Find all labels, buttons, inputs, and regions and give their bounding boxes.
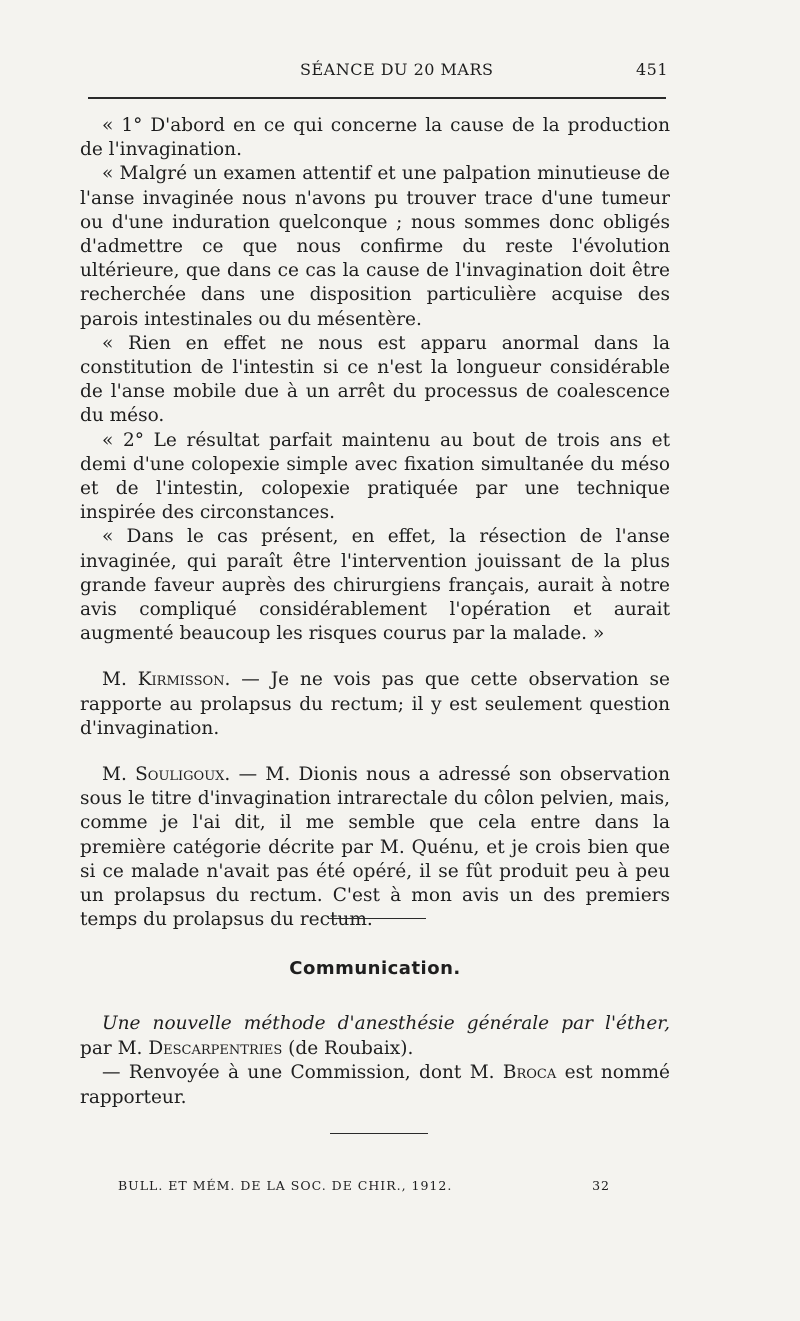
communication-block: [80, 1012, 670, 1110]
referral-prefix: — Renvoyée à une Commission, dont M.: [102, 1062, 503, 1083]
kirmisson-remark: [80, 668, 670, 741]
communication-referral: [80, 1061, 670, 1110]
sheet-number: 32: [592, 1178, 610, 1193]
section-heading: Communication.: [289, 958, 461, 979]
kirmisson-text: — Je ne vois pas que cette observation se rapporte au prolapsus du rectum; il y est seulement question d'invagination.: [80, 669, 670, 739]
communication-author-place: (de Roubaix).: [282, 1037, 414, 1059]
souligoux-remark: [80, 763, 670, 932]
end-rule: [330, 1133, 428, 1134]
speaker-souligoux: M. Souligoux.: [102, 764, 231, 786]
header-rule: [88, 97, 666, 99]
referral-suffix: est nommé rapporteur.: [80, 1062, 670, 1108]
main-text: [80, 114, 670, 933]
paragraph-5: « Dans le cas présent, en effet, la résection de l'anse invaginée, qui paraît être l'intervention jouissant de la plus grande faveur auprès des chirurgiens français, aurait à notre avis compliqué considérablement l'opération et aurait augmenté beaucoup les risques courus par la malade. »: [80, 526, 670, 645]
speaker-kirmisson: M. Kirmisson.: [102, 669, 231, 691]
paragraph-3: « Rien en effet ne nous est apparu anormal dans la constitution de l'intestin si ce n'est la longueur considérable de l'anse mobile due à un arrêt du processus de coalescence du méso.: [80, 332, 670, 427]
rapporteur-name: Broca: [502, 1062, 557, 1083]
communication-author: Descarpentries: [148, 1037, 283, 1059]
section-divider: [328, 918, 426, 919]
communication-title: Une nouvelle méthode d'anesthésie générale par l'éther,: [102, 1013, 670, 1034]
page-number: 451: [635, 60, 668, 79]
communication-by: par M.: [80, 1037, 149, 1059]
journal-reference: BULL. ET MÉM. DE LA SOC. DE CHIR., 1912.: [118, 1178, 453, 1193]
paragraph-1: « 1° D'abord en ce qui concerne la cause de la production de l'invagination.: [80, 115, 670, 161]
communication-title-line: [80, 1012, 670, 1061]
paragraph-4: « 2° Le résultat parfait maintenu au bout de trois ans et demi d'une colopexie simple avec fixation simultanée du méso et de l'intestin, colopexie pratiquée par une technique inspirée des circonstances.: [80, 429, 670, 524]
souligoux-text: — M. Dionis nous a adressé son observation sous le titre d'invagination intrarectale du côlon pelvien, mais, comme je l'ai dit, il me semble que cela entre dans la première catégorie décrite par M. Quénu, et je crois bien que si ce malade n'avait pas été opéré, il se fût produit peu à peu un prolapsus du rectum. C'est à mon avis un des premiers temps du prolapsus du rectum.: [80, 764, 670, 931]
running-title: SÉANCE DU 20 MARS: [300, 60, 494, 79]
paragraph-2: « Malgré un examen attentif et une palpation minutieuse de l'anse invaginée nous n'avons pu trouver trace d'une tumeur ou d'une induration quelconque ; nous sommes donc obligés d'admettre ce que nous confirme du reste l'évolution ultérieure, que dans ce cas la cause de l'invagination doit être recherchée dans une disposition particulière acquise des parois intestinales ou du mésentère.: [80, 163, 670, 330]
